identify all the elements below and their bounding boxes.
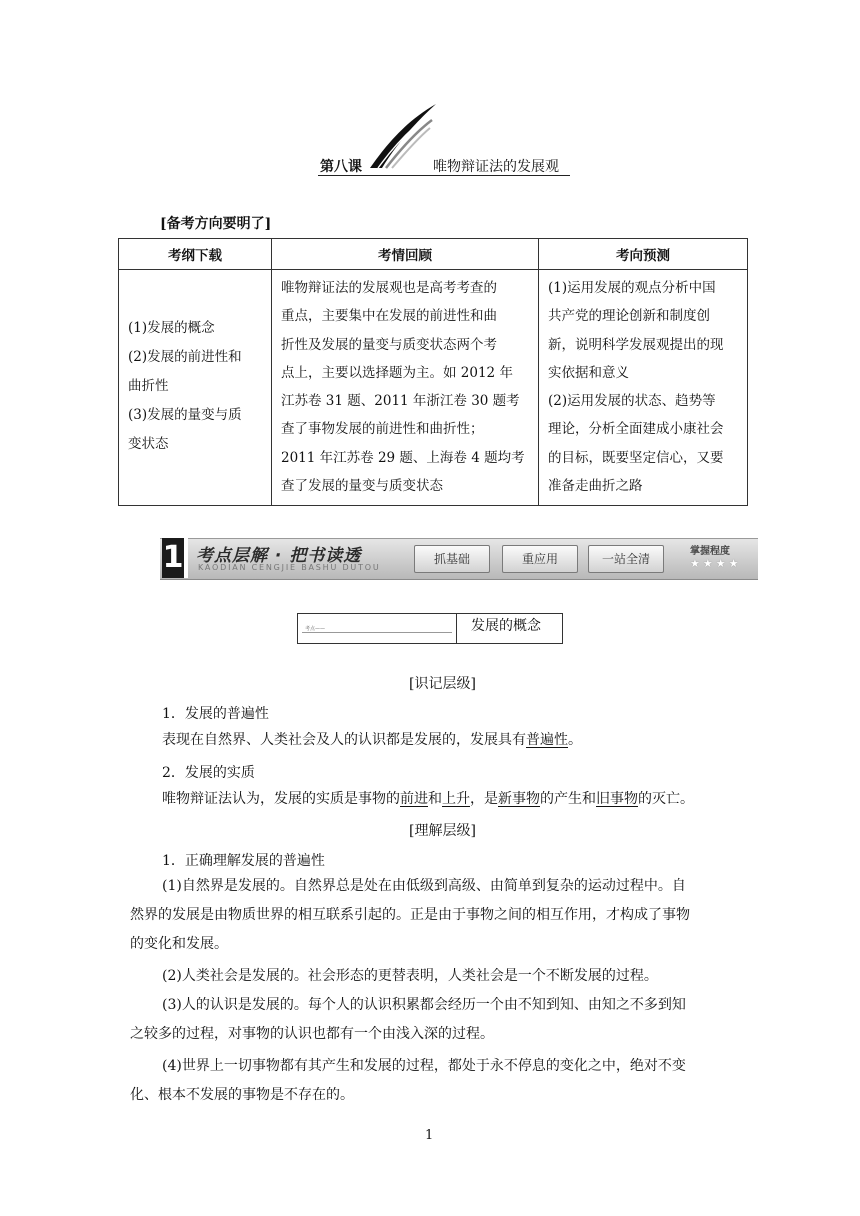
review-line: 折性及发展的量变与质变状态两个考 — [281, 336, 497, 353]
recall-item2-text — [162, 785, 694, 814]
banner-number-gap — [184, 538, 188, 578]
forecast-line: (2)运用发展的状态、趋势等 — [548, 393, 716, 410]
syllabus-line: 变状态 — [128, 436, 169, 453]
forecast-line: 实依据和意义 — [548, 364, 629, 381]
swoosh-logo-icon — [368, 102, 438, 170]
table-header-review: 考情回顾 — [272, 239, 539, 270]
paragraph-line: 然界的发展是由物质世界的相互联系引起的。正是由于事物之间的相互作用，才构成了事物 — [130, 907, 690, 923]
syllabus-line: (3)发展的量变与质 — [128, 407, 242, 424]
review-line: 查了事物发展的前进性和曲折性； — [281, 421, 484, 438]
forecast-line: 理论，分析全面建成小康社会 — [548, 421, 724, 438]
key-term: 普遍性 — [526, 732, 568, 748]
syllabus-line: (2)发展的前进性和 — [128, 349, 242, 366]
text-span: 和 — [428, 791, 442, 807]
forecast-line: 的目标，既要坚定信心，又要 — [548, 449, 724, 466]
text-span: 。 — [568, 732, 582, 748]
recall-item1-heading: 1．发展的普遍性 — [162, 706, 269, 722]
review-line: 重点，主要集中在发展的前进性和曲 — [281, 308, 497, 325]
review-line: 江苏卷 31 题、2011 年浙江卷 30 题考 — [281, 393, 520, 410]
understand-item1-heading: 1．正确理解发展的普遍性 — [162, 853, 325, 869]
table-header-syllabus: 考纲下载 — [119, 239, 272, 270]
paragraph-cognition — [130, 991, 740, 1049]
topic-box-divider — [456, 613, 457, 643]
table-row — [119, 270, 748, 506]
topic-title: 发展的概念 — [471, 618, 541, 634]
one-stop-clear-button[interactable]: 一站全清 — [588, 545, 664, 573]
review-line: 2011 年江苏卷 29 题、上海卷 4 题均考 — [281, 449, 525, 466]
recall-item1-text — [162, 726, 582, 755]
forecast-line: (1)运用发展的观点分析中国 — [548, 280, 716, 296]
recall-level-label: [识记层级] — [409, 676, 476, 692]
key-term: 新事物 — [498, 791, 540, 807]
syllabus-line: 曲折性 — [128, 378, 169, 395]
paragraph-nature — [130, 872, 740, 959]
topic-box-label: 考点—— — [305, 626, 326, 632]
section-heading: [备考方向要明了] — [160, 216, 272, 232]
key-term: 前进 — [400, 791, 428, 807]
review-line: 点上，主要以选择题为主。如 2012 年 — [281, 364, 513, 381]
banner-subtitle: KAODIAN CENGJIE BASHU DUTOU — [198, 563, 381, 572]
focus-application-button[interactable]: 重应用 — [502, 545, 578, 573]
paragraph-society: (2)人类社会是发展的。社会形态的更替表明，人类社会是一个不断发展的过程。 — [162, 968, 658, 984]
review-line: 查了发展的量变与质变状态 — [281, 478, 443, 495]
table-header-forecast: 考向预测 — [539, 239, 748, 270]
banner-title: 考点层解 · 把书读透 — [196, 546, 362, 566]
forecast-line: 准备走曲折之路 — [548, 478, 643, 495]
review-line: 唯物辩证法的发展观也是高考考查的 — [281, 280, 497, 296]
key-term: 旧事物 — [596, 791, 638, 807]
text-span: ，是 — [470, 791, 498, 807]
title-underline — [318, 175, 570, 176]
key-term: 上升 — [442, 791, 470, 807]
forecast-line: 共产党的理论创新和制度创 — [548, 308, 710, 325]
grasp-basics-button[interactable]: 抓基础 — [414, 545, 490, 573]
forecast-line: 新，说明科学发展观提出的现 — [548, 336, 724, 353]
review-cell — [272, 270, 539, 506]
syllabus-cell — [119, 270, 272, 506]
overview-table — [118, 238, 748, 506]
recall-item2-heading: 2．发展的实质 — [162, 765, 255, 781]
topic-box-rule — [302, 632, 452, 633]
understand-level-label: [理解层级] — [409, 823, 476, 839]
page-number: 1 — [425, 1128, 434, 1143]
paragraph-line: (1)自然界是发展的。自然界总是处在由低级到高级、由简单到复杂的运动过程中。自 — [162, 878, 686, 894]
paragraph-line: (3)人的认识是发展的。每个人的认识积累都会经历一个由不知到知、由知之不多到知 — [162, 997, 686, 1013]
syllabus-line: (1)发展的概念 — [128, 320, 215, 337]
lesson-title: 唯物辩证法的发展观 — [433, 159, 559, 175]
forecast-cell — [539, 270, 748, 506]
text-span: 表现在自然界、人类社会及人的认识都是发展的，发展具有 — [162, 732, 526, 748]
paragraph-line: (4)世界上一切事物都有其产生和发展的过程，都处于永不停息的变化之中，绝对不变 — [162, 1058, 686, 1074]
text-span: 的产生和 — [540, 791, 596, 807]
paragraph-world — [130, 1052, 740, 1110]
paragraph-line: 之较多的过程，对事物的认识也都有一个由浅入深的过程。 — [130, 1026, 494, 1042]
text-span: 的灭亡。 — [638, 791, 694, 807]
banner-number: 1 — [162, 538, 184, 578]
paragraph-line: 的变化和发展。 — [130, 936, 228, 952]
lesson-number: 第八课 — [320, 159, 362, 175]
paragraph-line: 化、根本不发展的事物是不存在的。 — [130, 1087, 354, 1103]
mastery-label: 掌握程度 — [690, 546, 730, 557]
table-header-row — [119, 239, 748, 270]
mastery-stars-icon: ★★★★ — [690, 557, 742, 570]
text-span: 唯物辩证法认为，发展的实质是事物的 — [162, 791, 400, 807]
